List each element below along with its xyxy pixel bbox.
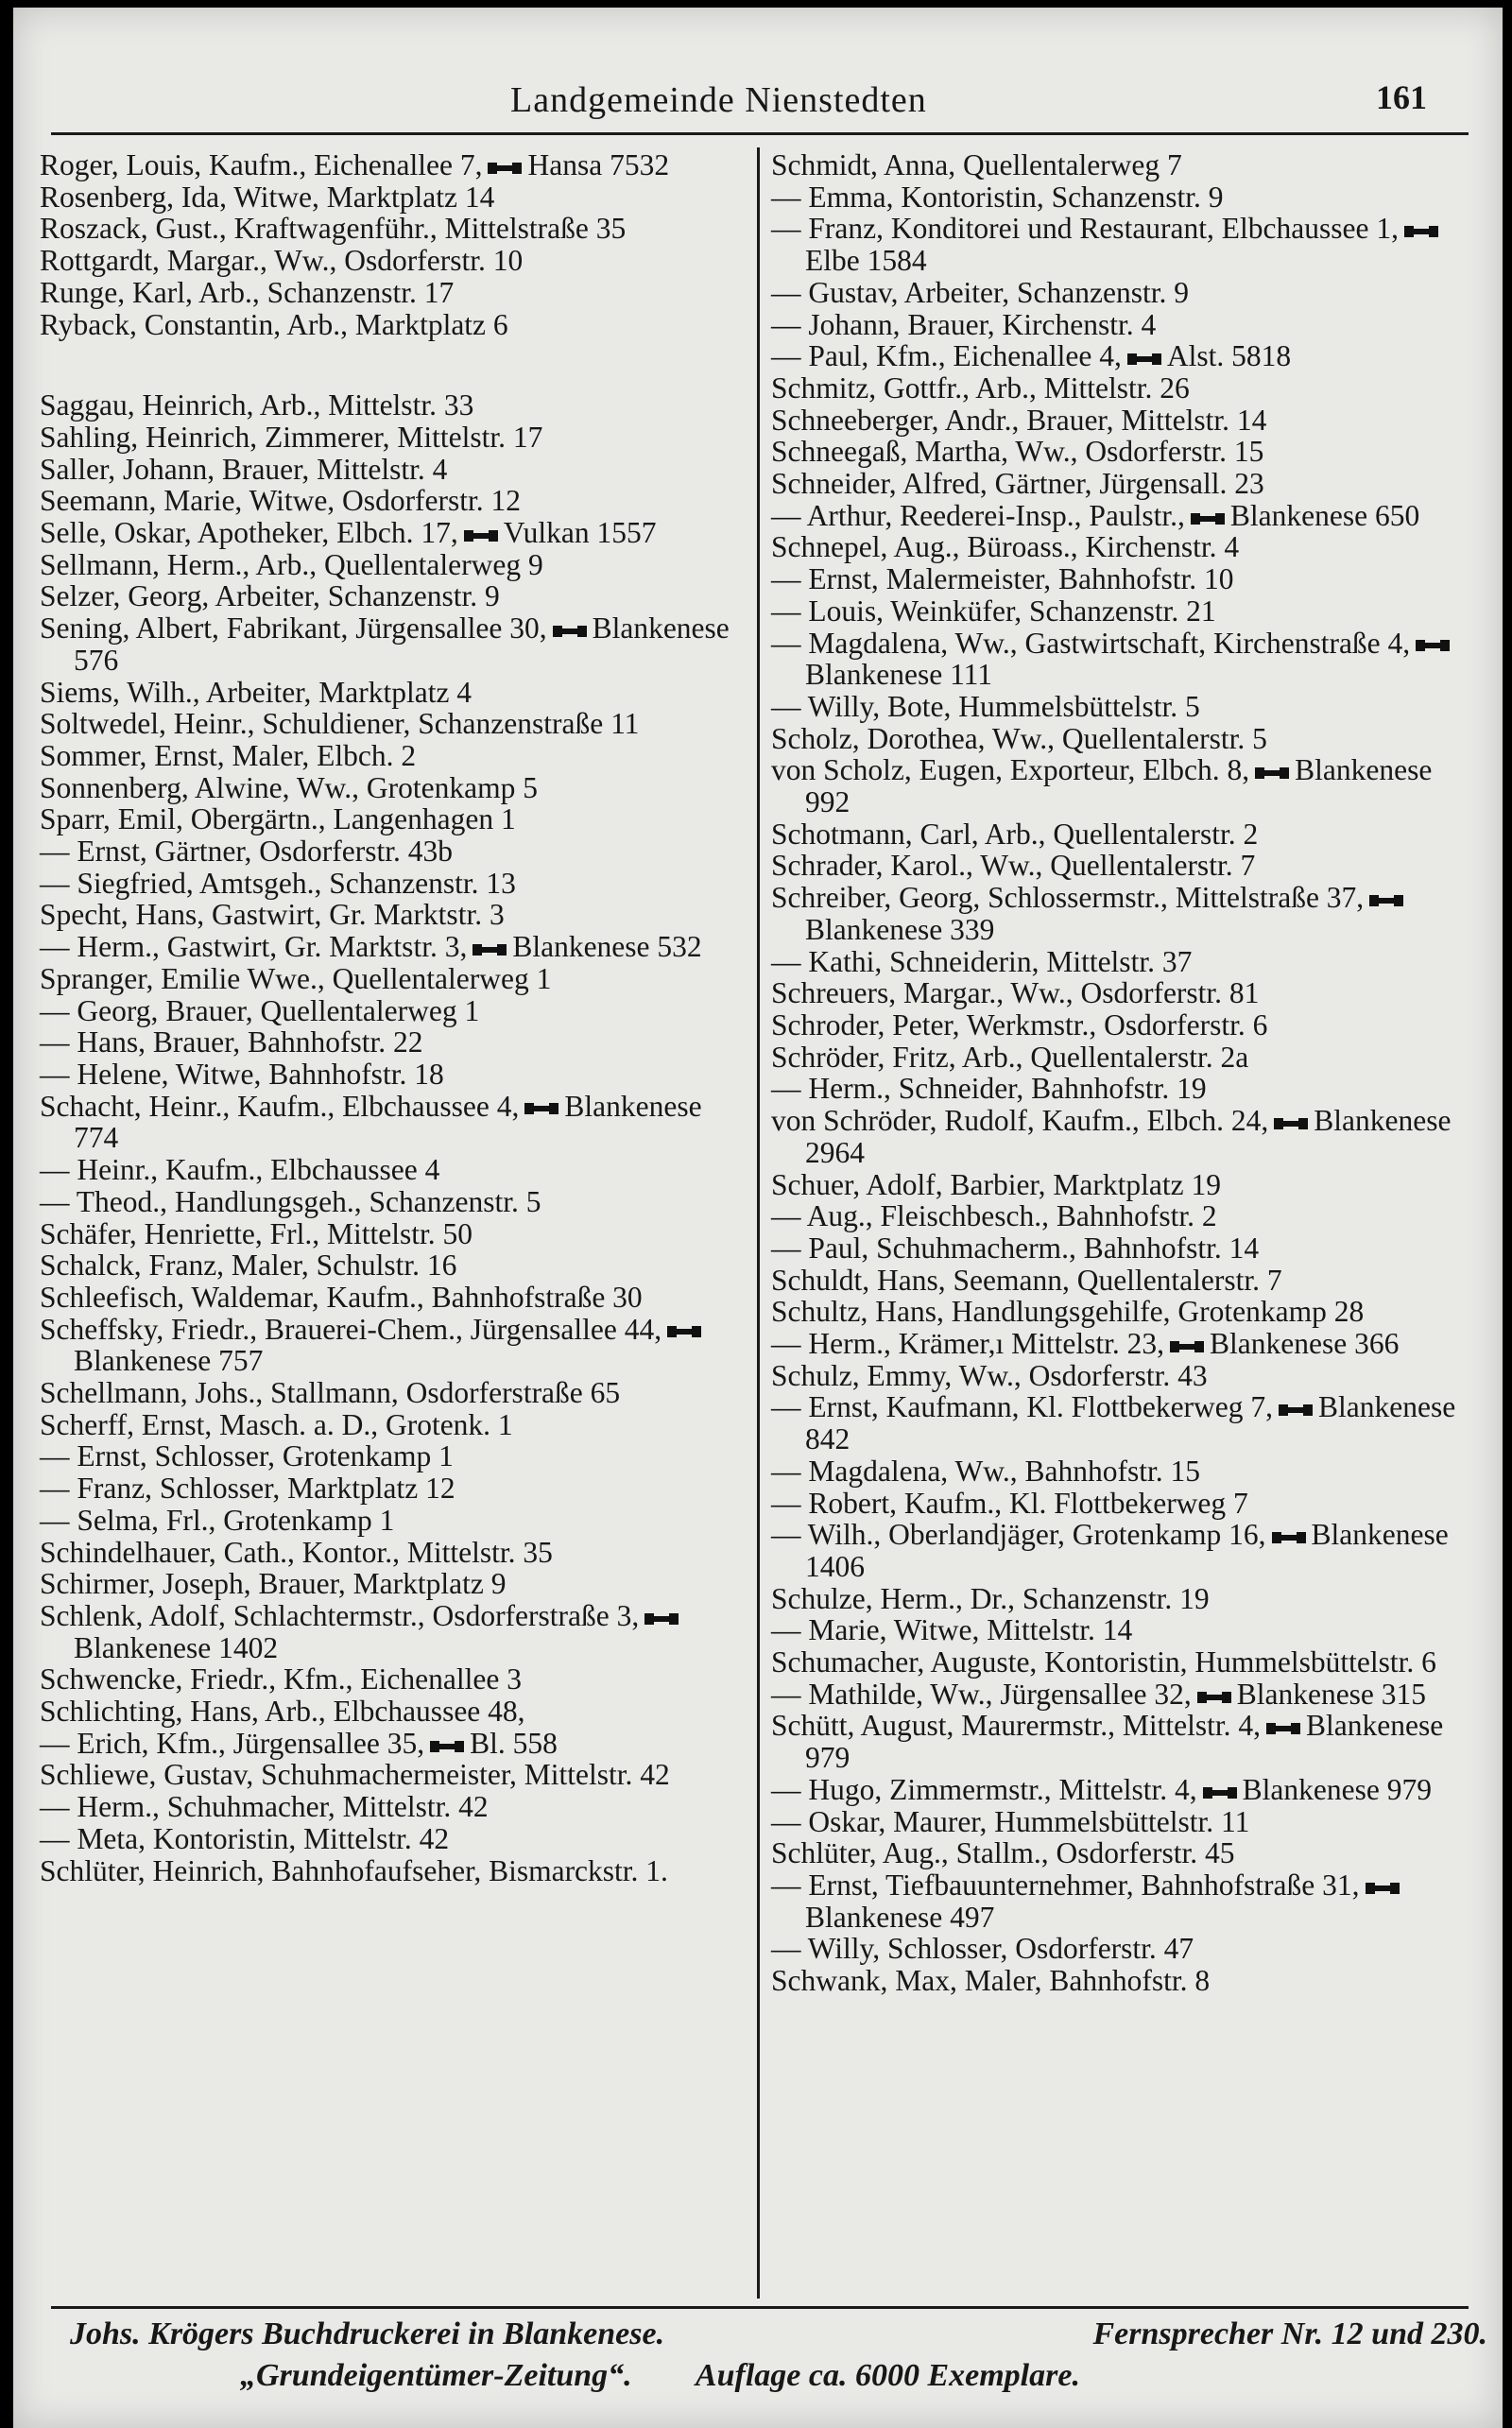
directory-entry [771, 723, 1466, 755]
entry-phone-number: Hansa 7532 [527, 148, 670, 181]
directory-entry [771, 1806, 1466, 1838]
entry-text: Schmitz, Gottfr., Arb., Mittelstr. 26 [771, 370, 1190, 405]
directory-entry [40, 1759, 734, 1791]
entry-text: Schwank, Max, Maler, Bahnhofstr. 8 [771, 1964, 1211, 1998]
directory-entry [40, 1154, 734, 1186]
entry-phone-number: Bl. 558 [470, 1726, 558, 1760]
directory-entry [40, 1505, 734, 1537]
entry-text: Schneeberger, Andr., Brauer, Mittelstr. 14 [771, 403, 1267, 437]
footer-row-1 [70, 2314, 1487, 2355]
entry-text: — Ernst, Gärtner, Osdorferstr. 43b [40, 835, 454, 869]
entry-text: — Willy, Bote, Hummelsbüttelstr. 5 [771, 689, 1200, 723]
entry-text: Schleefisch, Waldemar, Kaufm., Bahnhofstraße 30 [40, 1280, 643, 1314]
directory-entry [40, 1059, 734, 1091]
entry-text: Roger, Louis, Kaufm., Eichenallee 7, [40, 148, 483, 181]
directory-entry [771, 1614, 1466, 1646]
directory-entry [40, 1186, 734, 1218]
entry-phone-number: Blankenese 757 [74, 1344, 264, 1378]
entry-text: — Wilh., Oberlandjäger, Grotenkamp 16, [771, 1518, 1266, 1552]
entry-text: Schäfer, Henriette, Frl., Mittelstr. 50 [40, 1216, 473, 1250]
directory-entry [771, 468, 1466, 500]
directory-entry [40, 1855, 734, 1887]
telephone-icon [462, 526, 500, 545]
entry-text: Schlüter, Aug., Stallm., Osdorferstr. 45 [771, 1836, 1235, 1870]
entry-text: — Ernst, Schlosser, Grotenkamp 1 [40, 1439, 454, 1473]
entry-text: Schuer, Adolf, Barbier, Marktplatz 19 [771, 1167, 1221, 1201]
entry-phone-number: Blankenese 366 [1210, 1327, 1400, 1361]
entry-phone-number: Vulkan 1557 [503, 516, 657, 550]
entry-text: — Robert, Kaufm., Kl. Flottbekerweg 7 [771, 1486, 1248, 1520]
entry-text: Schalck, Franz, Maler, Schulstr. 16 [40, 1248, 457, 1283]
header-rule [51, 132, 1469, 135]
directory-entry [40, 1696, 734, 1728]
directory-entry [40, 1409, 734, 1441]
directory-entry [40, 580, 734, 612]
directory-page [13, 8, 1503, 2428]
telephone-icon [1277, 1401, 1314, 1420]
entry-text: — Mathilde, Ww., Jürgensallee 32, [771, 1677, 1192, 1711]
right-column [771, 149, 1466, 1997]
telephone-icon [471, 940, 508, 959]
entry-text: Schwencke, Friedr., Kfm., Eichenallee 3 [40, 1662, 522, 1696]
entry-text: — Paul, Schuhmacherm., Bahnhofstr. 14 [771, 1231, 1260, 1265]
footer-printer: Johs. Krögers Buchdruckerei in Blankenese. [70, 2316, 665, 2351]
directory-entry [771, 1710, 1466, 1773]
entry-text: — Kathi, Schneiderin, Mittelstr. 37 [771, 944, 1193, 978]
directory-entry [771, 628, 1466, 691]
directory-entry [40, 277, 734, 309]
directory-entry [771, 500, 1466, 532]
telephone-icon [551, 622, 589, 641]
directory-entry [771, 277, 1466, 309]
directory-entry [771, 1837, 1466, 1869]
entry-text: — Oskar, Maurer, Hummelsbüttelstr. 11 [771, 1804, 1250, 1838]
entry-phone-number: Alst. 5818 [1166, 339, 1292, 373]
directory-entry [40, 517, 734, 549]
entry-text: Schnepel, Aug., Büroass., Kirchenstr. 4 [771, 530, 1240, 564]
entry-text: — Hugo, Zimmermstr., Mittelstr. 4, [771, 1772, 1197, 1806]
entry-text: — Magdalena, Ww., Gastwirtschaft, Kirchenstraße 4, [771, 626, 1411, 660]
telephone-icon [643, 1610, 680, 1628]
directory-entry [40, 1440, 734, 1472]
entry-text: Schindelhauer, Cath., Kontor., Mittelstr. 35 [40, 1535, 553, 1569]
directory-entry [771, 977, 1466, 1009]
entry-text: Selle, Oskar, Apotheker, Elbch. 17, [40, 516, 458, 550]
directory-entry [771, 1360, 1466, 1392]
directory-entry [771, 436, 1466, 468]
entry-text: Saggau, Heinrich, Arb., Mittelstr. 33 [40, 388, 474, 422]
directory-entry [40, 454, 734, 486]
entry-text: — Franz, Konditorei und Restaurant, Elbchaussee 1, [771, 212, 1399, 246]
directory-entry [771, 1583, 1466, 1615]
entry-text: Spranger, Emilie Wwe., Quellentalerweg 1 [40, 961, 552, 995]
directory-entry [771, 1105, 1466, 1168]
entry-text: Sparr, Emil, Obergärtn., Langenhagen 1 [40, 802, 516, 836]
directory-entry [771, 531, 1466, 563]
directory-entry [771, 1328, 1466, 1360]
entry-text: — Siegfried, Amtsgeh., Schanzenstr. 13 [40, 866, 516, 900]
directory-entry [40, 485, 734, 517]
entry-text: Soltwedel, Heinr., Schuldiener, Schanzenstraße 11 [40, 707, 640, 741]
directory-entry [771, 1200, 1466, 1232]
entry-text: Schumacher, Auguste, Kontoristin, Hummelsbüttelstr. 6 [771, 1645, 1436, 1679]
entry-text: Schliewe, Gustav, Schuhmachermeister, Mittelstr. 42 [40, 1758, 670, 1792]
directory-entry [40, 931, 734, 963]
footer-paper: „Grundeigentümer-Zeitung“. [240, 2358, 632, 2393]
entry-text: Schulze, Herm., Dr., Schanzenstr. 19 [771, 1581, 1210, 1615]
entry-text: — Willy, Schlosser, Osdorferstr. 47 [771, 1932, 1194, 1966]
entry-text: Schmidt, Anna, Quellentalerweg 7 [771, 148, 1182, 181]
footer-phone: Fernsprecher Nr. 12 und 230. [1092, 2316, 1487, 2351]
footer-rule [51, 2306, 1469, 2309]
directory-entry [40, 1472, 734, 1505]
entry-text: Schultz, Hans, Handlungsgehilfe, Grotenkamp 28 [771, 1295, 1365, 1329]
directory-entry [771, 309, 1466, 341]
directory-entry [771, 1869, 1466, 1933]
entry-text: Schlenk, Adolf, Schlachtermstr., Osdorferstraße 3, [40, 1598, 640, 1632]
entry-text: — Selma, Frl., Grotenkamp 1 [40, 1503, 395, 1537]
entry-phone-number: Blankenese 576 [74, 611, 730, 677]
directory-entry [40, 708, 734, 740]
entry-phone-number: Blankenese 2964 [805, 1104, 1452, 1169]
directory-entry [771, 818, 1466, 851]
telephone-icon [1402, 222, 1440, 241]
entry-text: Siems, Wilh., Arbeiter, Marktplatz 4 [40, 675, 472, 709]
directory-entry [771, 850, 1466, 882]
telephone-icon [1367, 891, 1405, 910]
entry-text: — Gustav, Arbeiter, Schanzenstr. 9 [771, 275, 1189, 309]
directory-entry [771, 372, 1466, 405]
entry-phone-number: Blankenese 979 [805, 1709, 1444, 1775]
page-header [47, 79, 1484, 134]
entry-text: — Marie, Witwe, Mittelstr. 14 [771, 1613, 1133, 1647]
entry-text: — Heinr., Kaufm., Elbchaussee 4 [40, 1153, 440, 1187]
directory-entry [771, 1296, 1466, 1328]
entry-text: Schreuers, Margar., Ww., Osdorferstr. 81 [771, 976, 1260, 1010]
entry-text: — Herm., Gastwirt, Gr. Marktstr. 3, [40, 930, 468, 964]
column-divider [757, 147, 760, 2299]
directory-entry [40, 1568, 734, 1600]
entry-text: Schotmann, Carl, Arb., Quellentalerstr. 2 [771, 817, 1259, 851]
directory-entry [40, 1600, 734, 1663]
entry-text: — Hans, Brauer, Bahnhofstr. 22 [40, 1025, 423, 1059]
entry-text: — Paul, Kfm., Eichenallee 4, [771, 339, 1122, 373]
directory-entry [40, 899, 734, 931]
telephone-icon [1201, 1783, 1239, 1802]
directory-entry [40, 245, 734, 277]
telephone-icon [1364, 1879, 1401, 1898]
footer-row-2 [70, 2355, 1487, 2397]
entry-text: — Ernst, Kaufmann, Kl. Flottbekerweg 7, [771, 1390, 1274, 1424]
entry-text: — Johann, Brauer, Kirchenstr. 4 [771, 307, 1157, 341]
entry-text: — Helene, Witwe, Bahnhofstr. 18 [40, 1057, 444, 1091]
directory-entry [40, 740, 734, 772]
entry-text: von Schröder, Rudolf, Kaufm., Elbch. 24, [771, 1104, 1269, 1138]
entry-text: Rottgardt, Margar., Ww., Osdorferstr. 10 [40, 244, 524, 278]
entry-phone-number: Blankenese 992 [805, 753, 1433, 819]
directory-entry [40, 1314, 734, 1377]
entry-text: Sellmann, Herm., Arb., Quellentalerweg 9 [40, 547, 543, 581]
entry-text: Schneider, Alfred, Gärtner, Jürgensall. 23 [771, 467, 1264, 501]
entry-text: Schrader, Karol., Ww., Quellentalerstr. 7 [771, 849, 1256, 883]
directory-entry [40, 1377, 734, 1409]
entry-text: Schröder, Fritz, Arb., Quellentalerstr. 2a [771, 1040, 1249, 1074]
directory-entry [40, 612, 734, 676]
entry-text: — Georg, Brauer, Quellentalerweg 1 [40, 993, 480, 1027]
directory-entry [771, 1965, 1466, 1997]
entry-phone-number: Blankenese 315 [1236, 1677, 1427, 1711]
telephone-icon [486, 159, 524, 178]
directory-entry [771, 882, 1466, 945]
entry-phone-number: Blankenese 497 [805, 1900, 995, 1934]
directory-entry [40, 677, 734, 709]
telephone-icon [523, 1099, 560, 1118]
entry-text: — Aug., Fleischbesch., Bahnhofstr. 2 [771, 1199, 1217, 1233]
directory-entry [771, 1679, 1466, 1711]
directory-entry [40, 389, 734, 422]
telephone-icon [1414, 636, 1452, 655]
directory-entry [771, 754, 1466, 818]
entry-phone-number: Blankenese 1406 [805, 1518, 1449, 1583]
entry-text: — Ernst, Malermeister, Bahnhofstr. 10 [771, 562, 1234, 596]
directory-entry [771, 1169, 1466, 1201]
entry-phone-number: Blankenese 979 [1242, 1772, 1432, 1806]
entry-text: Specht, Hans, Gastwirt, Gr. Marktstr. 3 [40, 898, 505, 932]
telephone-icon [1125, 350, 1163, 369]
entry-text: — Theod., Handlungsgeh., Schanzenstr. 5 [40, 1184, 541, 1218]
directory-entry [40, 995, 734, 1027]
directory-entry [40, 1823, 734, 1855]
entry-text: Sonnenberg, Alwine, Ww., Grotenkamp 5 [40, 770, 538, 804]
entry-phone-number: Elbe 1584 [805, 244, 927, 278]
entry-phone-number: Blankenese 111 [805, 658, 992, 692]
entry-text: — Herm., Krämer,ı Mittelstr. 23, [771, 1327, 1165, 1361]
entry-text: Runge, Karl, Arb., Schanzenstr. 17 [40, 275, 455, 309]
entry-text: Sening, Albert, Fabrikant, Jürgensallee 30, [40, 611, 547, 646]
entry-text: — Franz, Schlosser, Marktplatz 12 [40, 1472, 455, 1506]
directory-entry [40, 1537, 734, 1569]
entry-text: — Meta, Kontoristin, Mittelstr. 42 [40, 1821, 450, 1855]
directory-entry [771, 563, 1466, 595]
entry-text: — Herm., Schuhmacher, Mittelstr. 42 [40, 1790, 489, 1824]
entry-text: Schlichting, Hans, Arb., Elbchaussee 48, [40, 1695, 525, 1729]
telephone-icon [1195, 1688, 1233, 1707]
directory-entry [771, 691, 1466, 723]
directory-entry [40, 1663, 734, 1696]
directory-entry [40, 1026, 734, 1059]
entry-phone-number: Blankenese 1402 [74, 1630, 279, 1664]
directory-entry [40, 835, 734, 868]
directory-entry [771, 181, 1466, 214]
directory-entry [40, 1791, 734, 1823]
directory-entry [771, 213, 1466, 276]
entry-text: — Louis, Weinküfer, Schanzenstr. 21 [771, 594, 1216, 628]
entry-text: Selzer, Georg, Arbeiter, Schanzenstr. 9 [40, 579, 500, 613]
entry-text: Schulz, Emmy, Ww., Osdorferstr. 43 [771, 1358, 1208, 1392]
telephone-icon [1272, 1114, 1310, 1133]
entry-text: Seemann, Marie, Witwe, Osdorferstr. 12 [40, 484, 522, 518]
directory-entry [771, 149, 1466, 181]
entry-text: — Arthur, Reederei-Insp., Paulstr., [771, 498, 1185, 532]
directory-entry [40, 868, 734, 900]
directory-entry [40, 963, 734, 995]
directory-entry [771, 1646, 1466, 1679]
entry-text: Ryback, Constantin, Arb., Marktplatz 6 [40, 307, 508, 341]
entry-text: — Ernst, Tiefbauunternehmer, Bahnhofstraße 31, [771, 1868, 1360, 1902]
directory-entry [40, 309, 734, 341]
entry-text: Scholz, Dorothea, Ww., Quellentalerstr. 5 [771, 721, 1267, 755]
directory-entry [771, 1042, 1466, 1074]
directory-entry [40, 1728, 734, 1760]
directory-entry [771, 595, 1466, 628]
entry-text: Schütt, August, Maurermstr., Mittelstr. 4, [771, 1709, 1261, 1743]
entry-text: Schneegaß, Martha, Ww., Osdorferstr. 15 [771, 435, 1264, 469]
entry-text: Schreiber, Georg, Schlossermstr., Mittelstraße 37, [771, 881, 1365, 915]
directory-entry [771, 1232, 1466, 1265]
directory-entry [40, 1282, 734, 1314]
page-footer [70, 2314, 1487, 2397]
directory-entry [771, 1774, 1466, 1806]
directory-entry [771, 1455, 1466, 1488]
page-number: 161 [1376, 78, 1427, 116]
directory-entry [771, 1073, 1466, 1105]
entry-text: Schirmer, Joseph, Brauer, Marktplatz 9 [40, 1567, 507, 1601]
directory-entry [771, 1519, 1466, 1582]
footer-circulation: Auflage ca. 6000 Exemplare. [695, 2358, 1080, 2393]
directory-entry [771, 1391, 1466, 1455]
directory-entry [771, 405, 1466, 437]
entry-text: Schellmann, Johs., Stallmann, Osdorferstraße 65 [40, 1376, 621, 1410]
page-title: Landgemeinde Nienstedten [510, 80, 927, 120]
entry-text: Roszack, Gust., Kraftwagenführ., Mittelstraße 35 [40, 212, 627, 246]
directory-entry [40, 1091, 734, 1154]
entry-phone-number: Blankenese 650 [1229, 498, 1420, 532]
entry-text: Scheffsky, Friedr., Brauerei-Chem., Jürgensallee 44, [40, 1312, 662, 1346]
directory-entry [40, 213, 734, 245]
entry-text: Saller, Johann, Brauer, Mittelstr. 4 [40, 452, 448, 486]
entry-text: — Erich, Kfm., Jürgensallee 35, [40, 1726, 425, 1760]
directory-entry [771, 1933, 1466, 1965]
directory-entry [40, 1249, 734, 1282]
telephone-icon [1270, 1528, 1308, 1547]
entry-text: Sommer, Ernst, Maler, Elbch. 2 [40, 738, 417, 772]
telephone-icon [1189, 509, 1227, 528]
directory-entry [771, 1488, 1466, 1520]
telephone-icon [1253, 764, 1291, 783]
entry-text: Scherff, Ernst, Masch. a. D., Grotenk. 1 [40, 1407, 513, 1441]
letter-gap [40, 340, 734, 389]
directory-entry [40, 549, 734, 581]
directory-entry [40, 803, 734, 835]
entry-text: — Magdalena, Ww., Bahnhofstr. 15 [771, 1454, 1201, 1488]
directory-entry [40, 772, 734, 804]
directory-entry [40, 149, 734, 181]
entry-text: Schroder, Peter, Werkmstr., Osdorferstr. 6 [771, 1007, 1268, 1042]
directory-entry [771, 946, 1466, 978]
telephone-icon [1264, 1719, 1302, 1738]
entry-phone-number: Blankenese 842 [805, 1390, 1456, 1456]
directory-entry [771, 1265, 1466, 1297]
entry-text: Sahling, Heinrich, Zimmerer, Mittelstr. 17 [40, 420, 543, 454]
directory-entry [771, 340, 1466, 372]
entry-text: — Emma, Kontoristin, Schanzenstr. 9 [771, 180, 1224, 214]
directory-entry [40, 1218, 734, 1250]
directory-entry [40, 181, 734, 214]
directory-entry [771, 1009, 1466, 1042]
entry-text: Schlüter, Heinrich, Bahnhofaufseher, Bismarckstr. 1. [40, 1853, 668, 1887]
telephone-icon [1168, 1337, 1206, 1356]
entry-phone-number: Blankenese 532 [512, 930, 702, 964]
telephone-icon [665, 1322, 703, 1341]
entry-text: Rosenberg, Ida, Witwe, Marktplatz 14 [40, 180, 495, 214]
entry-phone-number: Blankenese 774 [74, 1089, 702, 1155]
entry-phone-number: Blankenese 339 [805, 912, 995, 946]
entry-text: — Herm., Schneider, Bahnhofstr. 19 [771, 1072, 1207, 1106]
entry-text: Schuldt, Hans, Seemann, Quellentalerstr. 7 [771, 1263, 1282, 1297]
directory-entry [40, 422, 734, 454]
telephone-icon [428, 1737, 466, 1756]
left-column [40, 149, 734, 1886]
entry-text: Schacht, Heinr., Kaufm., Elbchaussee 4, [40, 1089, 520, 1123]
entry-text: von Scholz, Eugen, Exporteur, Elbch. 8, [771, 753, 1250, 787]
